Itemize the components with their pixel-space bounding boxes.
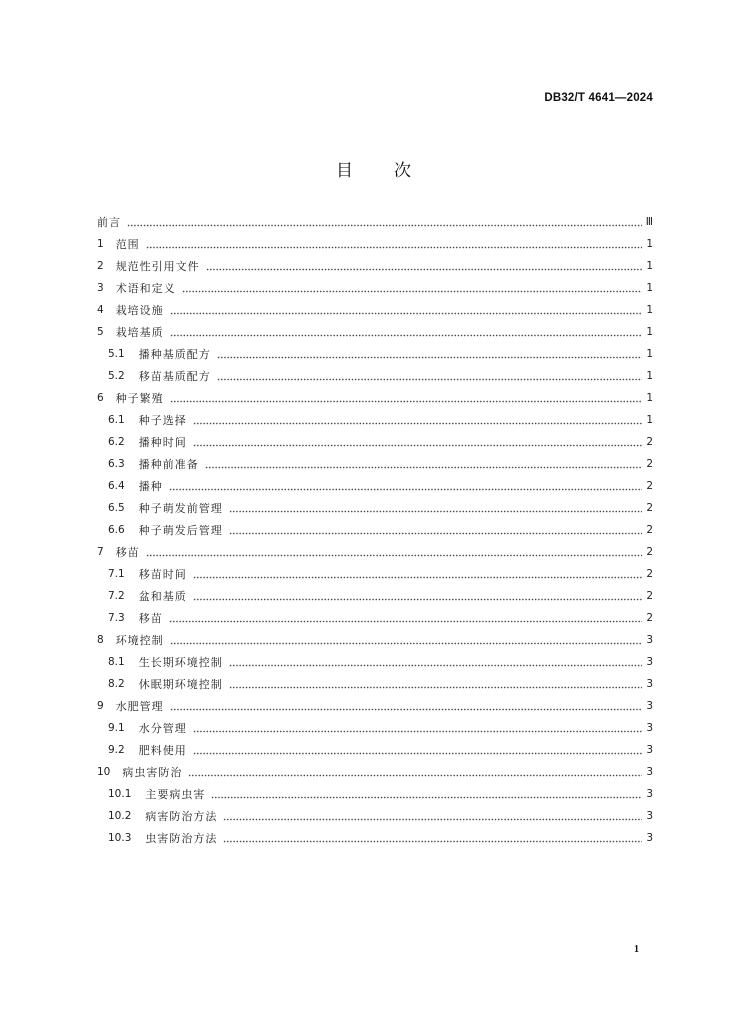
toc-entry[interactable] — [97, 651, 653, 673]
toc-entry-number: 10 — [97, 766, 111, 778]
toc-entry-page: 3 — [646, 832, 653, 844]
toc-entry-page: 2 — [646, 612, 653, 624]
toc-entry-title: 播种前准备 — [138, 458, 199, 471]
toc-entry-page: 1 — [646, 370, 653, 382]
toc-entry-page: 2 — [646, 524, 653, 536]
toc-entry-number: 7 — [97, 546, 104, 558]
toc-dot-leader — [170, 334, 643, 337]
toc-entry-page: 2 — [646, 436, 653, 448]
toc-dot-leader — [193, 576, 643, 579]
toc-entry-number: 6.5 — [108, 502, 125, 514]
toc-entry-title: 环境控制 — [115, 634, 164, 647]
toc-entry-title: 种子繁殖 — [115, 392, 164, 405]
toc-entry-number: 1 — [97, 238, 104, 250]
toc-entry-number: 6.3 — [108, 458, 125, 470]
toc-entry[interactable] — [97, 673, 653, 695]
toc-entry-number: 7.3 — [108, 612, 125, 624]
toc-entry-title: 主要病虫害 — [145, 788, 206, 801]
toc-dot-leader — [229, 532, 643, 535]
toc-dot-leader — [170, 312, 643, 315]
page-title: 目次 — [336, 161, 452, 181]
toc-dot-leader — [229, 664, 643, 667]
toc-entry-title: 水分管理 — [138, 722, 187, 735]
toc-dot-leader — [169, 620, 643, 623]
toc-entry[interactable] — [97, 827, 653, 849]
toc-entry-title: 栽培设施 — [115, 304, 164, 317]
toc-entry-title: 范围 — [115, 238, 140, 251]
toc-entry[interactable] — [97, 629, 653, 651]
toc-entry-page: 1 — [646, 260, 653, 272]
toc-entry-title: 术语和定义 — [115, 282, 176, 295]
toc-entry-title: 肥料使用 — [138, 744, 187, 757]
toc-entry-number: 9 — [97, 700, 104, 712]
toc-entry-page: 1 — [646, 282, 653, 294]
toc-entry[interactable] — [97, 607, 653, 629]
toc-entry[interactable] — [97, 563, 653, 585]
toc-entry[interactable] — [97, 409, 653, 431]
toc-entry-page: 1 — [646, 414, 653, 426]
toc-dot-leader — [223, 840, 642, 843]
toc-entry-page: 1 — [646, 304, 653, 316]
toc-entry-title: 栽培基质 — [115, 326, 164, 339]
toc-entry-number: 9.2 — [108, 744, 125, 756]
toc-dot-leader — [223, 818, 642, 821]
toc-entry-number: 2 — [97, 260, 104, 272]
toc-entry[interactable] — [97, 783, 653, 805]
toc-entry-number: 7.2 — [108, 590, 125, 602]
toc-entry-number: 10.3 — [108, 832, 132, 844]
toc-entry[interactable] — [97, 255, 653, 277]
toc-entry-page: 2 — [646, 502, 653, 514]
toc-dot-leader — [211, 796, 642, 799]
toc-entry-page: 3 — [646, 810, 653, 822]
toc-entry[interactable] — [97, 717, 653, 739]
toc-entry[interactable] — [97, 541, 653, 563]
toc-entry-page: 1 — [646, 326, 653, 338]
toc-entry-title: 病虫害防治 — [122, 766, 183, 779]
toc-entry-page: 2 — [646, 458, 653, 470]
toc-entry-title: 虫害防治方法 — [145, 832, 218, 845]
toc-entry[interactable] — [97, 365, 653, 387]
toc-entry-page: 3 — [646, 634, 653, 646]
toc-dot-leader — [206, 268, 643, 271]
toc-entry-title: 生长期环境控制 — [138, 656, 223, 669]
toc-entry[interactable] — [97, 585, 653, 607]
toc-entry-page: 3 — [646, 744, 653, 756]
toc-dot-leader — [169, 488, 643, 491]
toc-entry-number: 6.1 — [108, 414, 125, 426]
toc-entry[interactable] — [97, 211, 653, 233]
toc-entry-title: 种子选择 — [138, 414, 187, 427]
toc-entry-title: 种子萌发前管理 — [138, 502, 223, 515]
toc-entry[interactable] — [97, 453, 653, 475]
toc-dot-leader — [170, 708, 643, 711]
toc-entry-title: 规范性引用文件 — [115, 260, 200, 273]
toc-entry-number: 6.6 — [108, 524, 125, 536]
toc-entry-number: 4 — [97, 304, 104, 316]
toc-entry-page: 3 — [646, 722, 653, 734]
table-of-contents — [97, 211, 653, 849]
toc-entry-number: 10.1 — [108, 788, 132, 800]
toc-dot-leader — [193, 422, 643, 425]
toc-entry-number: 5.2 — [108, 370, 125, 382]
toc-entry[interactable] — [97, 761, 653, 783]
toc-entry-page: 2 — [646, 480, 653, 492]
toc-entry-title: 移苗 — [138, 612, 163, 625]
toc-dot-leader — [217, 378, 643, 381]
toc-entry-title: 播种 — [138, 480, 163, 493]
toc-dot-leader — [146, 246, 643, 249]
toc-entry[interactable] — [97, 497, 653, 519]
toc-entry-number: 8 — [97, 634, 104, 646]
toc-entry-title: 播种基质配方 — [138, 348, 211, 361]
toc-entry[interactable] — [97, 299, 653, 321]
toc-dot-leader — [170, 400, 643, 403]
toc-entry-title: 移苗时间 — [138, 568, 187, 581]
toc-entry-number: 10.2 — [108, 810, 132, 822]
toc-entry-title: 播种时间 — [138, 436, 187, 449]
toc-dot-leader — [193, 444, 643, 447]
toc-entry-number: 5.1 — [108, 348, 125, 360]
toc-dot-leader — [229, 686, 643, 689]
toc-entry-title: 休眠期环境控制 — [138, 678, 223, 691]
toc-entry-number: 7.1 — [108, 568, 125, 580]
toc-entry[interactable] — [97, 475, 653, 497]
standard-code: DB32/T 4641—2024 — [544, 92, 653, 104]
toc-entry-title: 种子萌发后管理 — [138, 524, 223, 537]
toc-entry-page: 3 — [646, 656, 653, 668]
toc-entry-number: 6.4 — [108, 480, 125, 492]
toc-entry-number: 5 — [97, 326, 104, 338]
toc-entry[interactable] — [97, 431, 653, 453]
toc-dot-leader — [182, 290, 643, 293]
toc-entry-page: 1 — [646, 238, 653, 250]
toc-entry-page: 2 — [646, 546, 653, 558]
toc-entry-number: 6.2 — [108, 436, 125, 448]
toc-entry-page: 1 — [646, 348, 653, 360]
toc-entry[interactable] — [97, 519, 653, 541]
toc-entry-number: 9.1 — [108, 722, 125, 734]
toc-entry-page: 3 — [646, 700, 653, 712]
toc-entry-number: 3 — [97, 282, 104, 294]
toc-entry-page: 2 — [646, 590, 653, 602]
toc-entry-page: 3 — [646, 788, 653, 800]
toc-entry-page: 3 — [646, 766, 653, 778]
toc-dot-leader — [193, 730, 643, 733]
toc-entry[interactable] — [97, 321, 653, 343]
toc-entry-title: 盆和基质 — [138, 590, 187, 603]
toc-dot-leader — [217, 356, 643, 359]
toc-entry-title: 水肥管理 — [115, 700, 164, 713]
toc-entry-title: 移苗基质配方 — [138, 370, 211, 383]
toc-dot-leader — [170, 642, 643, 645]
toc-entry-number: 8.2 — [108, 678, 125, 690]
toc-entry-page: 2 — [646, 568, 653, 580]
toc-entry[interactable] — [97, 739, 653, 761]
toc-dot-leader — [193, 752, 643, 755]
toc-dot-leader — [193, 598, 643, 601]
toc-dot-leader — [146, 554, 643, 557]
toc-entry[interactable] — [97, 233, 653, 255]
toc-entry-page: Ⅲ — [645, 216, 653, 228]
toc-entry-title: 病害防治方法 — [145, 810, 218, 823]
toc-entry-page: 3 — [646, 678, 653, 690]
footer-page-number: 1 — [634, 944, 639, 955]
toc-entry[interactable] — [97, 343, 653, 365]
toc-dot-leader — [188, 774, 642, 777]
toc-entry-title: 移苗 — [115, 546, 140, 559]
toc-entry-number: 6 — [97, 392, 104, 404]
toc-entry-page: 1 — [646, 392, 653, 404]
toc-entry-number: 8.1 — [108, 656, 125, 668]
toc-entry[interactable] — [97, 805, 653, 827]
toc-dot-leader — [205, 466, 643, 469]
toc-entry[interactable] — [97, 387, 653, 409]
toc-dot-leader — [127, 224, 642, 227]
toc-entry-title: 前言 — [97, 216, 121, 229]
toc-entry[interactable] — [97, 277, 653, 299]
toc-entry[interactable] — [97, 695, 653, 717]
toc-dot-leader — [229, 510, 643, 513]
